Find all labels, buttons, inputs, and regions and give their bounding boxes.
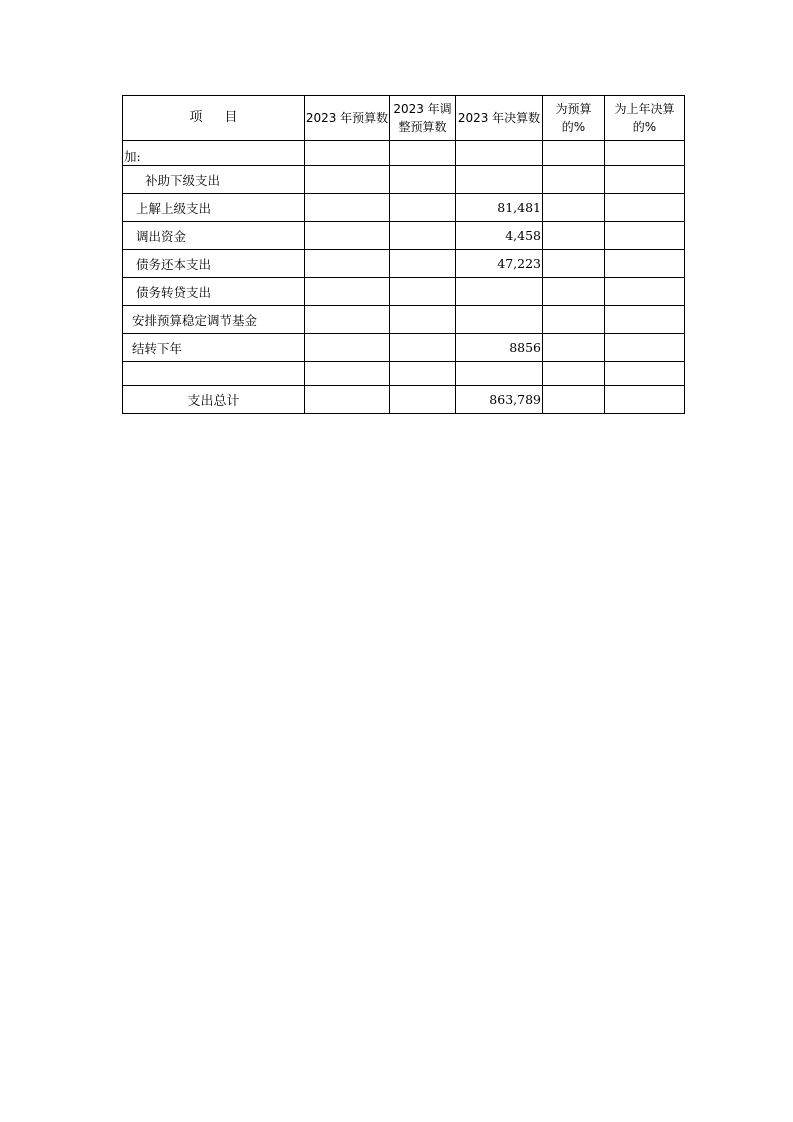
expenditure-table bbox=[122, 95, 685, 414]
table-row bbox=[123, 334, 685, 362]
table-row bbox=[123, 278, 685, 306]
table-row bbox=[123, 250, 685, 278]
row-label: 上解上级支出 bbox=[123, 194, 305, 222]
row-label: 调出资金 bbox=[123, 222, 305, 250]
row-label: 加: bbox=[123, 141, 305, 166]
table-row bbox=[123, 141, 685, 166]
row-label: 债务还本支出 bbox=[123, 250, 305, 278]
row-label: 结转下年 bbox=[123, 334, 305, 362]
total-row bbox=[123, 386, 685, 414]
table-row bbox=[123, 306, 685, 334]
row-label: 补助下级支出 bbox=[123, 166, 305, 194]
header-pct-of-last-year: 为上年决算 的% bbox=[605, 96, 685, 141]
row-label: 债务转贷支出 bbox=[123, 278, 305, 306]
row-final-value: 47,223 bbox=[456, 250, 543, 278]
table-row bbox=[123, 194, 685, 222]
header-adjusted-budget: 2023 年调 整预算数 bbox=[390, 96, 456, 141]
row-label: 安排预算稳定调节基金 bbox=[123, 306, 305, 334]
row-final-value: 8856 bbox=[456, 334, 543, 362]
header-final-accounts: 2023 年决算数 bbox=[456, 96, 543, 141]
row-final-value: 4,458 bbox=[456, 222, 543, 250]
row-final-value: 81,481 bbox=[456, 194, 543, 222]
header-budget: 2023 年预算数 bbox=[305, 96, 390, 141]
row-final-value bbox=[456, 306, 543, 334]
row-final-value bbox=[456, 166, 543, 194]
total-final-value: 863,789 bbox=[456, 386, 543, 414]
spacer-row bbox=[123, 362, 685, 386]
table-row bbox=[123, 166, 685, 194]
table-row bbox=[123, 222, 685, 250]
row-final-value bbox=[456, 278, 543, 306]
header-pct-of-budget: 为预算 的% bbox=[543, 96, 605, 141]
header-item: 项 目 bbox=[123, 96, 305, 141]
header-row bbox=[123, 96, 685, 141]
total-label: 支出总计 bbox=[123, 386, 305, 414]
row-final-value bbox=[456, 141, 543, 166]
